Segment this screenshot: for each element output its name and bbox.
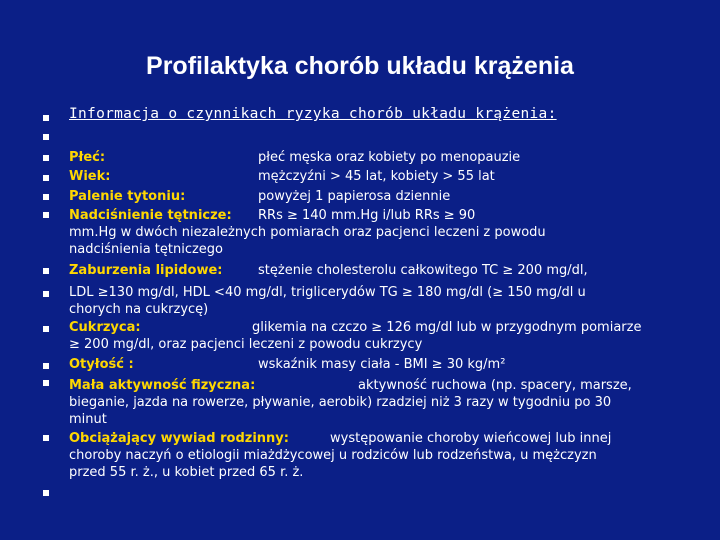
item-label: Zaburzenia lipidowe: (69, 263, 223, 278)
bullet-icon (43, 134, 49, 140)
list-item-lipidy (69, 262, 223, 279)
item-label: Obciążający wywiad rodzinny: (69, 431, 289, 446)
item-value: glikemia na czczo ≥ 126 mg/dl lub w przygodnym pomiarze (252, 320, 642, 335)
list-item-wywiad (69, 430, 289, 447)
item-value: występowanie choroby wieńcowej lub innej (330, 431, 612, 446)
item-label: Palenie tytoniu: (69, 189, 186, 204)
slide-title: Profilaktyka chorób układu krążenia (146, 52, 574, 80)
item-label: Nadciśnienie tętnicze: (69, 208, 232, 223)
bullet-icon (43, 115, 49, 121)
list-item-wiek (69, 168, 110, 185)
item-value: powyżej 1 papierosa dziennie (258, 189, 451, 204)
item-continuation: choroby naczyń o etiologii miażdżycowej u rodziców lub rodzeństwa, u mężczyzn (69, 448, 597, 463)
item-label: Otyłość : (69, 357, 134, 372)
item-value: mężczyźni > 45 lat, kobiety > 55 lat (258, 169, 495, 184)
list-item-plec (69, 149, 105, 166)
list-item-aktywnosc (69, 377, 255, 394)
item-continuation: LDL ≥130 mg/dl, HDL <40 mg/dl, triglicerydów TG ≥ 180 mg/dl (≥ 150 mg/dl u (69, 285, 586, 300)
bullet-icon (43, 155, 49, 161)
list-item-otylosc (69, 356, 134, 373)
bullet-icon (43, 490, 49, 496)
item-continuation: mm.Hg w dwóch niezależnych pomiarach oraz pacjenci leczeni z powodu (69, 225, 546, 240)
item-value: stężenie cholesterolu całkowitego TC ≥ 200 mg/dl, (258, 263, 588, 278)
item-value: aktywność ruchowa (np. spacery, marsze, (358, 378, 632, 393)
bullet-icon (43, 435, 49, 441)
list-item-nadcisnienie (69, 207, 232, 224)
bullet-icon (43, 326, 49, 332)
bullet-icon (43, 363, 49, 369)
item-continuation: przed 55 r. ż., u kobiet przed 65 r. ż. (69, 465, 304, 480)
item-label: Wiek: (69, 169, 111, 184)
item-continuation: bieganie, jazda na rowerze, pływanie, aerobik) rzadziej niż 3 razy w tygodniu po 30 (69, 395, 612, 410)
list-item-palenie (69, 188, 185, 205)
item-value: wskaźnik masy ciała - BMI ≥ 30 kg/m² (258, 357, 506, 372)
item-continuation: minut (69, 412, 107, 427)
item-label: Mała aktywność fizyczna: (69, 378, 256, 393)
item-label: Cukrzyca: (69, 320, 141, 335)
bullet-icon (43, 212, 49, 218)
bullet-icon (43, 194, 49, 200)
item-continuation: nadciśnienia tętniczego (69, 242, 224, 257)
item-label: Płeć: (69, 150, 106, 165)
item-continuation: chorych na cukrzycę) (69, 302, 209, 317)
item-continuation: ≥ 200 mg/dl, oraz pacjenci leczeni z powodu cukrzycy (69, 337, 423, 352)
section-header: Informacja o czynnikach ryzyka chorób układu krążenia: (69, 106, 557, 122)
bullet-icon (43, 380, 49, 386)
bullet-icon (43, 291, 49, 297)
bullet-icon (43, 175, 49, 181)
item-value: płeć męska oraz kobiety po menopauzie (258, 150, 521, 165)
item-value: RRs ≥ 140 mm.Hg i/lub RRs ≥ 90 (258, 208, 476, 223)
list-item-cukrzyca (69, 319, 141, 336)
bullet-icon (43, 268, 49, 274)
